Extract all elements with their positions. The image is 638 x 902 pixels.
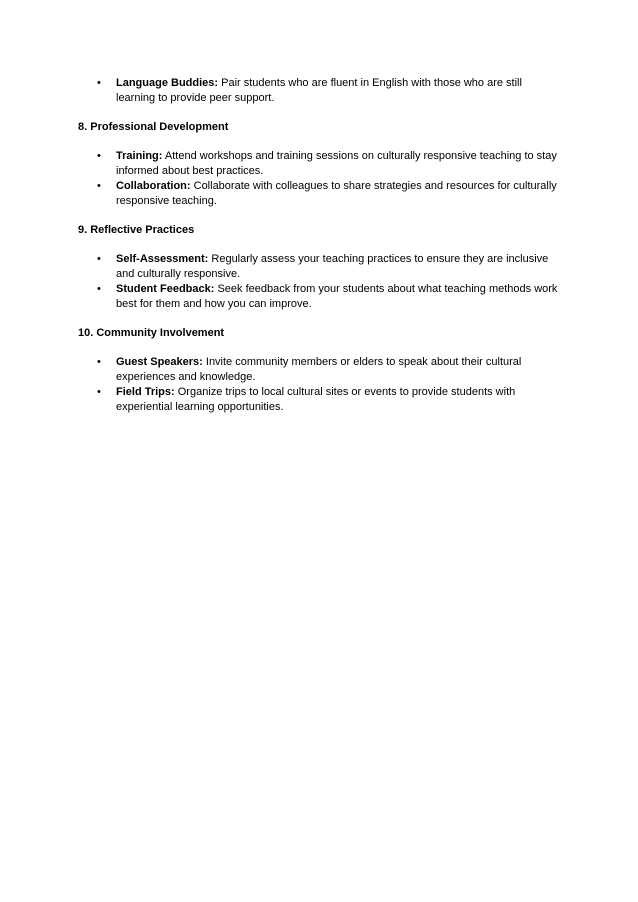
bullet-icon: • bbox=[97, 356, 101, 368]
list-item bbox=[78, 149, 558, 179]
list-item bbox=[78, 355, 558, 385]
item-text: Seek feedback from your students about what teaching methods work best for them and how you can improve. bbox=[116, 283, 558, 310]
item-term: Language Buddies: bbox=[116, 77, 219, 89]
item-text: Regularly assess your teaching practices to ensure they are inclusive and culturally responsive. bbox=[116, 253, 549, 280]
bullet-icon: • bbox=[97, 253, 101, 265]
section-heading: 8. Professional Development bbox=[78, 121, 229, 133]
item-text: Pair students who are fluent in English with those who are still learning to provide peer support. bbox=[116, 77, 522, 104]
item-text: Invite community members or elders to speak about their cultural experiences and knowledge. bbox=[116, 356, 522, 383]
item-term: Field Trips: bbox=[116, 386, 175, 398]
section-heading: 9. Reflective Practices bbox=[78, 224, 195, 236]
bullet-icon: • bbox=[97, 283, 101, 295]
item-term: Training: bbox=[116, 150, 163, 162]
item-term: Student Feedback: bbox=[116, 283, 215, 295]
section-bullet-list bbox=[78, 252, 558, 312]
section-bullet-list bbox=[78, 355, 558, 415]
item-text: Attend workshops and training sessions on culturally responsive teaching to stay informed about best practices. bbox=[116, 150, 557, 177]
item-term: Guest Speakers: bbox=[116, 356, 203, 368]
section-community-involvement bbox=[78, 326, 558, 415]
item-text: Collaborate with colleagues to share strategies and resources for culturally responsive teaching. bbox=[116, 180, 557, 207]
item-text: Organize trips to local cultural sites or events to provide students with experiential learning opportunities. bbox=[116, 386, 516, 413]
item-term: Self-Assessment: bbox=[116, 253, 209, 265]
bullet-icon: • bbox=[97, 150, 101, 162]
section-reflective-practices bbox=[78, 223, 558, 312]
list-item bbox=[78, 76, 558, 106]
intro-bullet-list bbox=[78, 76, 558, 106]
list-item bbox=[78, 282, 558, 312]
bullet-icon: • bbox=[97, 386, 101, 398]
item-term: Collaboration: bbox=[116, 180, 191, 192]
bullet-icon: • bbox=[97, 77, 101, 89]
document-content bbox=[78, 76, 558, 415]
list-item bbox=[78, 385, 558, 415]
list-item bbox=[78, 252, 558, 282]
section-bullet-list bbox=[78, 149, 558, 209]
section-professional-development bbox=[78, 120, 558, 209]
section-heading: 10. Community Involvement bbox=[78, 327, 225, 339]
bullet-icon: • bbox=[97, 180, 101, 192]
list-item bbox=[78, 179, 558, 209]
